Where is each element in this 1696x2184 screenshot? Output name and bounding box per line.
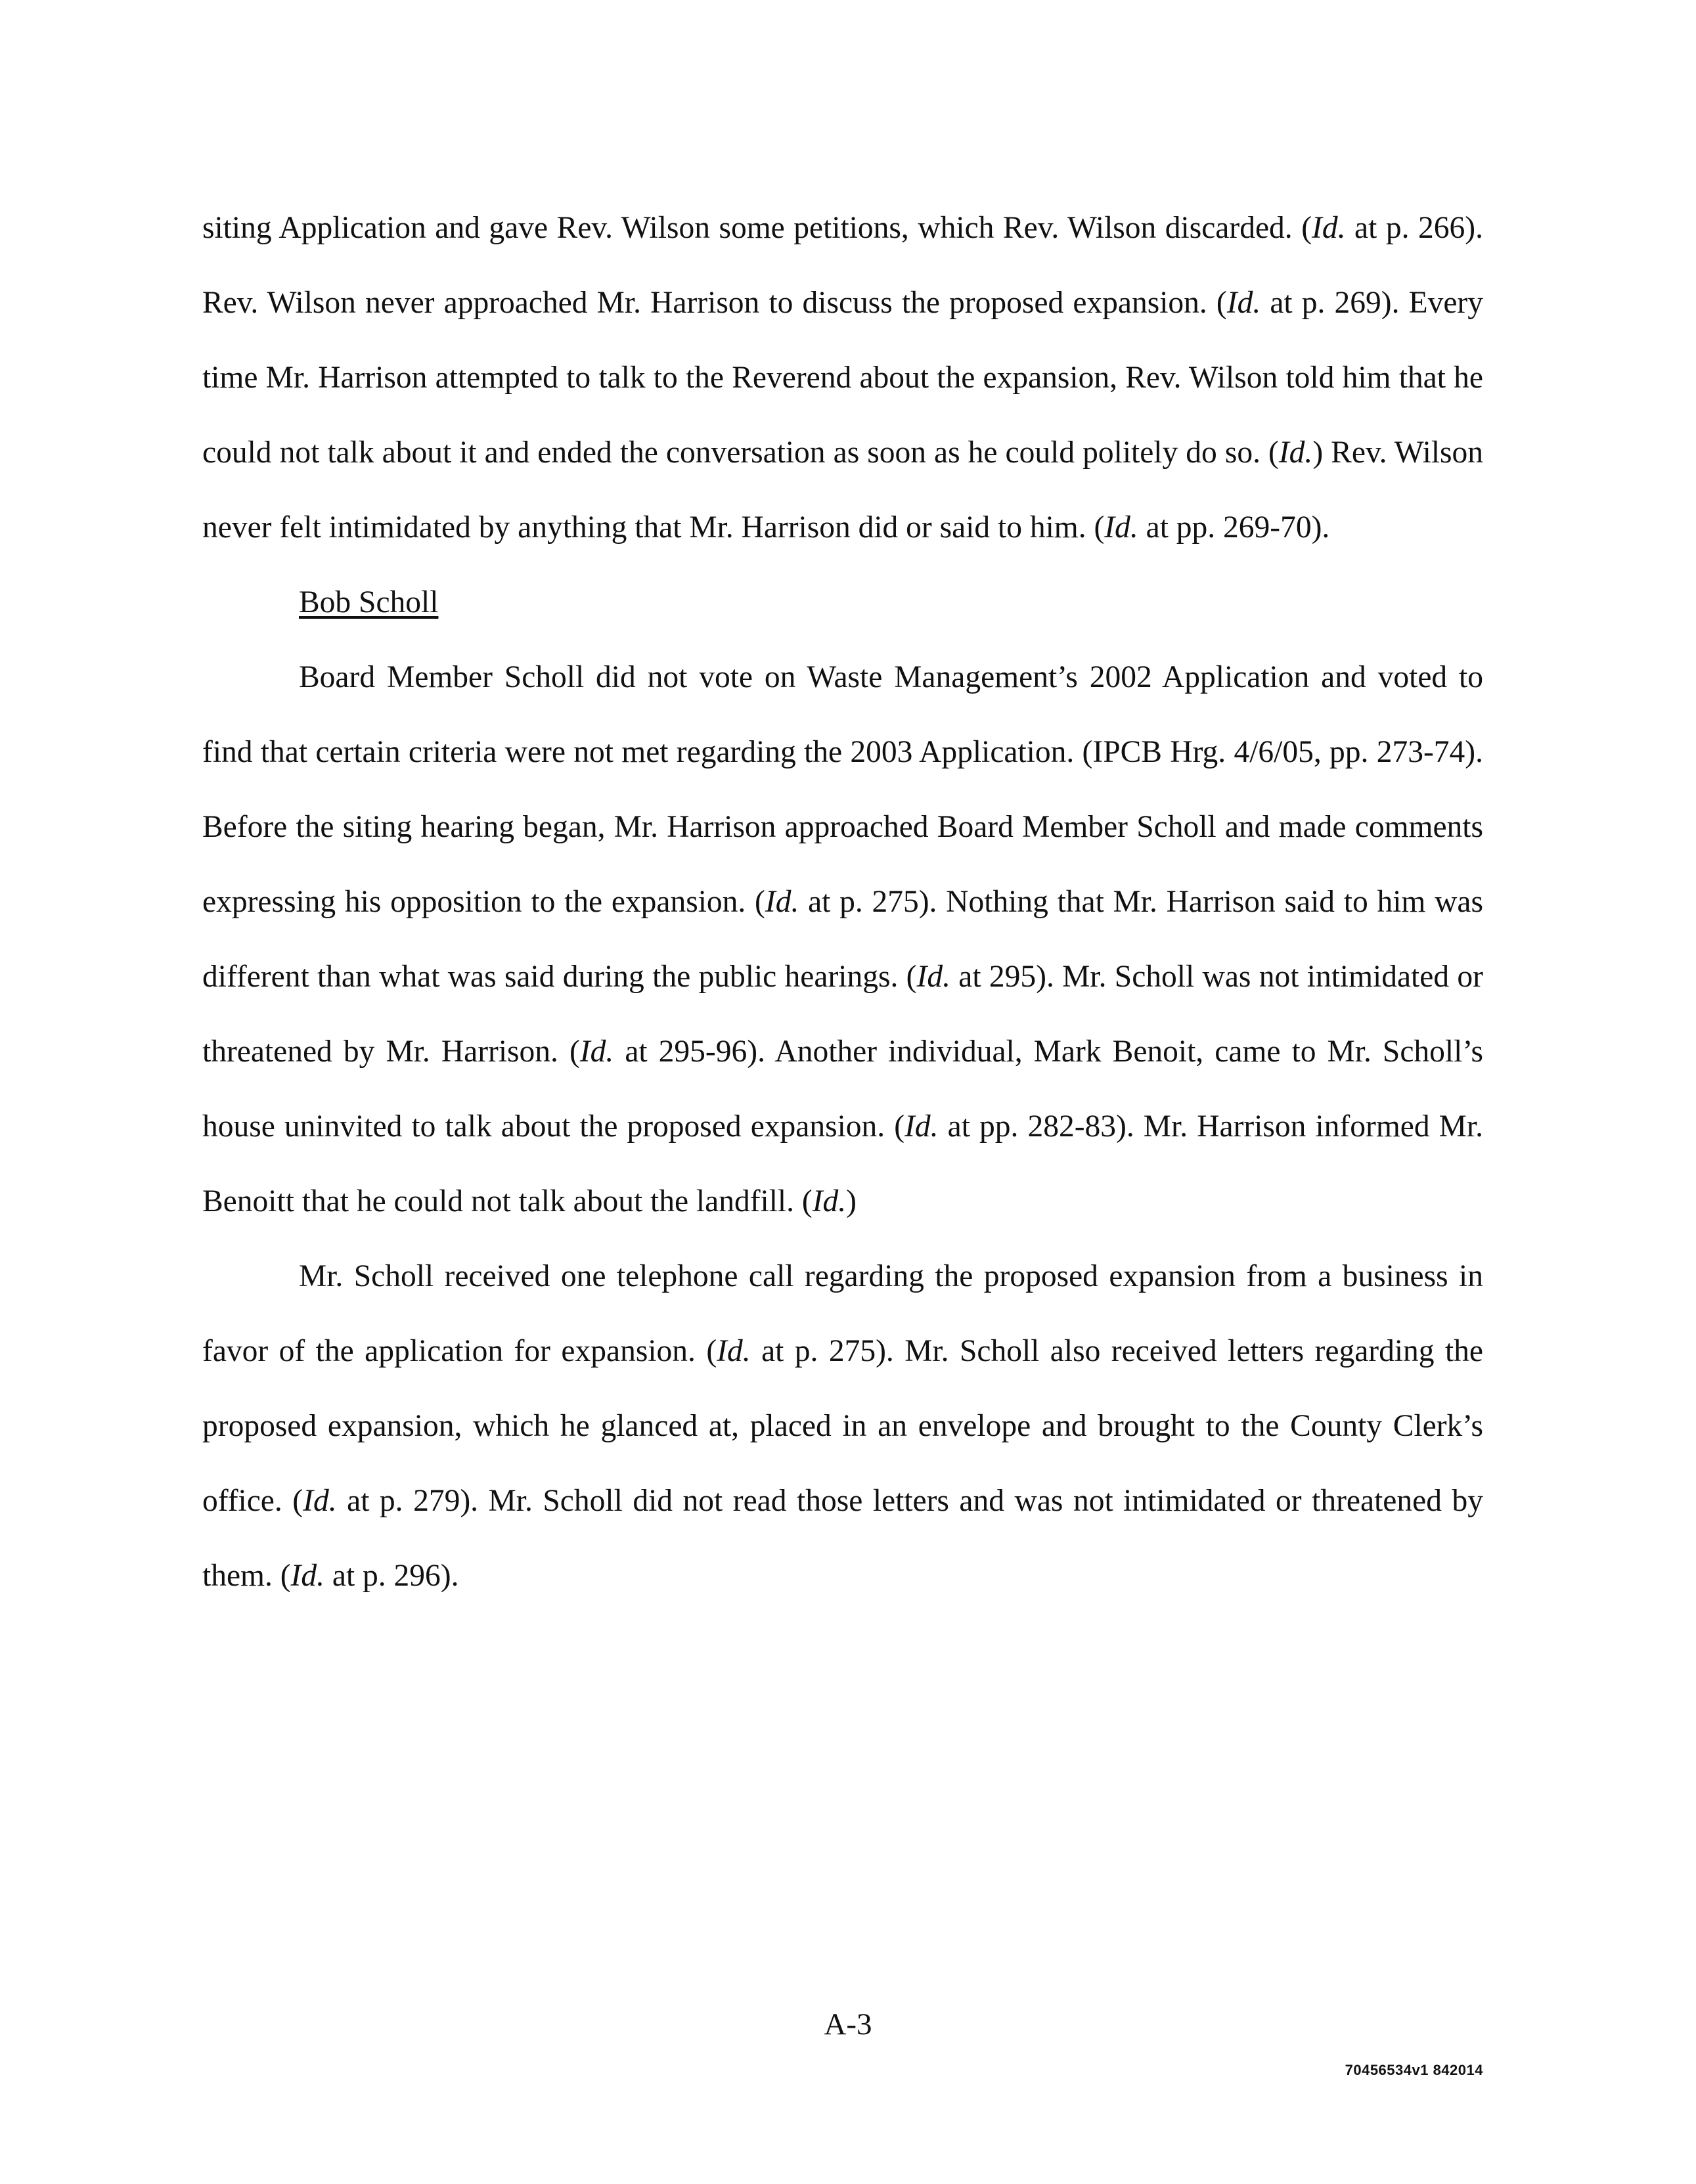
citation-italic: Id. <box>1312 211 1346 245</box>
body-paragraph <box>202 640 1483 1239</box>
citation-italic: Id. <box>579 1035 614 1069</box>
citation-italic: Id. <box>1226 286 1261 320</box>
citation-italic: Id. <box>812 1184 847 1218</box>
text-run: at 295-96). Another individual, Mark Benoit, came to Mr. Scholl’s house uninvited to talk about the proposed expansion. ( <box>202 1035 1483 1144</box>
citation-italic: Id. <box>1104 510 1138 545</box>
text-run: at pp. 282-83). Mr. Harrison informed Mr. Benoitt that he could not talk about the landfill. ( <box>202 1109 1483 1218</box>
citation-italic: Id. <box>303 1484 337 1518</box>
citation-italic: Id. <box>717 1334 751 1368</box>
text-run: Mr. Scholl received one telephone call regarding the proposed expansion from a business in favor of the application for expansion. ( <box>202 1259 1483 1368</box>
text-run: at 295). Mr. Scholl was not intimidated or threatened by Mr. Harrison. ( <box>202 960 1483 1069</box>
text-run: at p. 296). <box>324 1559 459 1593</box>
body-paragraph <box>202 1239 1483 1613</box>
text-run: Bob Scholl <box>299 585 439 619</box>
text-run: at pp. 269-70). <box>1138 510 1330 545</box>
text-run: at p. 275). Mr. Scholl also received letters regarding the proposed expansion, which he glanced at, placed in an envelope and brought to the County Clerk’s office. ( <box>202 1334 1484 1518</box>
section-heading <box>202 565 1483 640</box>
text-run: Board Member Scholl did not vote on Waste Management’s 2002 Application and voted to find that certain criteria were not met regarding the 2003 Application. (IPCB Hrg. 4/6/05, pp. 273-74). Before the siting hearing began, Mr. Harrison approached Board Member Scholl and made comments expressing his opposition to the expansion. ( <box>202 660 1483 919</box>
document-body <box>202 190 1483 1613</box>
citation-italic: Id. <box>765 885 799 919</box>
body-paragraph <box>202 190 1483 565</box>
text-run: ) Rev. Wilson never felt intimidated by anything that Mr. Harrison did or said to him. ( <box>202 435 1484 545</box>
text-run: siting Application and gave Rev. Wilson some petitions, which Rev. Wilson discarded. <box>202 211 1302 245</box>
text-run: ) <box>846 1184 857 1218</box>
text-run: at p. 266). Rev. Wilson never approached Mr. Harrison to discuss the proposed expansion. ( <box>202 211 1483 320</box>
page-number: A-3 <box>824 2007 872 2041</box>
citation-italic: Id. <box>290 1559 324 1593</box>
text-run: at p. 269). Every time Mr. Harrison attempted to talk to the Reverend about the expansion, Rev. Wilson told him that he could not talk about it and ended the conversation as soon as he could politely do so. ( <box>202 286 1483 470</box>
text-run: at p. 279). Mr. Scholl did not read those letters and was not intimidated or threatened by them. ( <box>202 1484 1483 1593</box>
text-run: ( <box>1301 211 1312 245</box>
citation-italic: Id. <box>904 1109 939 1144</box>
document-id: 70456534v1 842014 <box>1345 2062 1483 2078</box>
citation-italic: Id. <box>1278 435 1313 470</box>
citation-italic: Id. <box>916 960 950 994</box>
text-run: at p. 275). Nothing that Mr. Harrison said to him was different than what was said during the public hearings. ( <box>202 885 1483 994</box>
